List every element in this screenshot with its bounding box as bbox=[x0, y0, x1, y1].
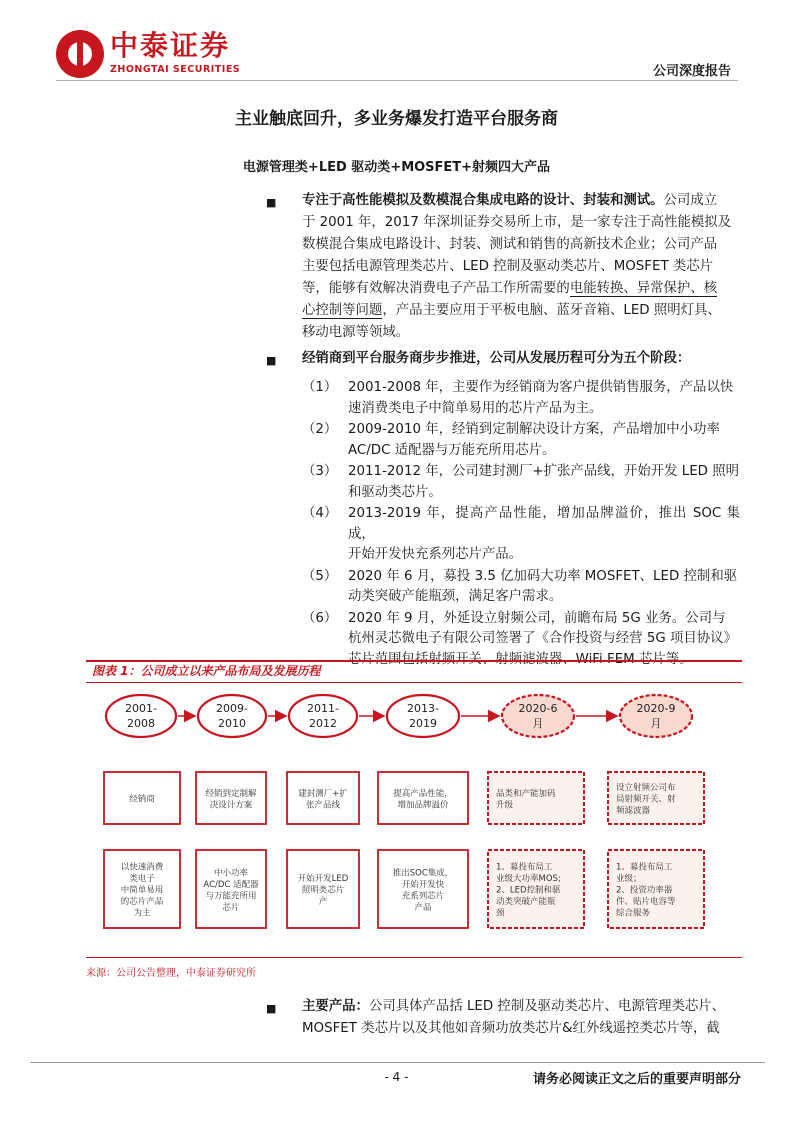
section2-lead: 经销商到平台服务商步步推进，公司从发展历程可分为五个阶段： bbox=[302, 351, 691, 366]
timeline-label: 2011- bbox=[307, 702, 339, 715]
company-logo-mark bbox=[56, 30, 104, 78]
section-subtitle: 电源管理类+LED 驱动类+MOSFET+射频四大产品 bbox=[242, 160, 551, 175]
report-type-label: 公司深度报告 bbox=[652, 64, 731, 79]
milestone-text: 中简单易用 bbox=[120, 885, 164, 896]
milestone-text: 频滤波器 bbox=[616, 806, 651, 816]
milestone-text: 决设计方案 bbox=[209, 800, 253, 811]
milestone-text: 建封测厂+扩 bbox=[298, 788, 348, 799]
timeline-label: 2001- bbox=[125, 702, 157, 715]
timeline-label: 2020-9 bbox=[636, 702, 676, 715]
milestone-text: 推出SOC集成， bbox=[392, 868, 454, 879]
timeline-diagram bbox=[86, 682, 742, 957]
milestone-text: 局射频开关、射 bbox=[616, 794, 676, 805]
milestone-text: 为主 bbox=[133, 908, 151, 919]
stage-text: 2009-2010 年，经销到定制解决设计方案，产品增加中小功率 AC/DC 适配器与万能充所用芯片。 bbox=[348, 422, 720, 458]
stage-item bbox=[302, 504, 740, 566]
milestone-text: 开始开发快 bbox=[401, 879, 445, 890]
figure-title: 图表 1：公司成立以来产品布局及发展历程 bbox=[92, 664, 321, 678]
milestone-text: 1、募投布局工 bbox=[496, 862, 553, 873]
milestone-text: 照明类芯片 bbox=[301, 885, 345, 896]
milestone-text: 设立射频公司布 bbox=[616, 783, 676, 793]
stage-text: 2013-2019 年，提高产品性能，增加品牌溢价，推出 SOC 集成， 开始开发快充系列芯片产品。 bbox=[348, 506, 740, 562]
footer-divider bbox=[30, 1062, 765, 1063]
milestone-text: 提高产品性能， bbox=[393, 788, 453, 799]
milestone-text: 增加品牌溢价 bbox=[397, 800, 449, 811]
figure-frame bbox=[86, 682, 742, 958]
milestone-text: 1、募投布局工 bbox=[616, 862, 673, 873]
stage-number: （2） bbox=[302, 422, 338, 437]
milestone-text: 业级； bbox=[616, 874, 642, 884]
timeline-label: 2019 bbox=[409, 717, 437, 730]
underlined-text: 心控制等问题 bbox=[302, 303, 383, 318]
milestone-text: 2、LED控制和驱 bbox=[496, 885, 561, 896]
timeline-label: 2008 bbox=[127, 717, 155, 730]
page-title: 主业触底回升，多业务爆发打造平台服务商 bbox=[235, 109, 558, 129]
milestone-text: 与万能充所用 bbox=[205, 891, 257, 902]
timeline-label: 2012 bbox=[309, 717, 337, 730]
milestone-text: 芯片 bbox=[222, 902, 240, 913]
milestone-text: 2、投资功率器 bbox=[616, 885, 673, 896]
timeline-label: 月 bbox=[532, 717, 544, 730]
stage-item bbox=[302, 567, 740, 608]
footer-disclaimer: 请务必阅读正文之后的重要声明部分 bbox=[532, 1072, 741, 1087]
milestone-text: 的芯片产品 bbox=[120, 897, 164, 907]
stage-text: 2020 年 9 月，外延设立射频公司，前瞻布局 5G 业务。公司与 杭州灵芯微电子有限公司签署了《合作投资与经营 5G 项目协议》 芯片范围包括射频开关、射频滤波器、WiFi FEM 芯片等。 bbox=[348, 610, 737, 667]
milestone-text: 品类和产能加码 bbox=[496, 788, 556, 799]
milestone-text: AC/DC 适配器 bbox=[203, 879, 259, 890]
stage-text: 2020 年 6 月，募投 3.5 亿加码大功率 MOSFET、LED 控制和驱 动类突破产能瓶颈，满足客户需求。 bbox=[348, 568, 738, 604]
timeline-label: 2010 bbox=[218, 717, 246, 730]
milestone-text: 综合服务 bbox=[616, 908, 651, 919]
milestone-text: 件、贴片电容等 bbox=[616, 897, 676, 907]
milestone-text: 产品 bbox=[414, 902, 432, 913]
company-logo-cn: 中泰证券 bbox=[110, 29, 231, 62]
underlined-text: 电能转换、异常保护、核 bbox=[569, 281, 718, 296]
company-logo-en: ZHONGTAI SECURITIES bbox=[110, 64, 241, 75]
figure-source: 来源：公司公告整理，中泰证券研究所 bbox=[86, 968, 256, 979]
bullet-icon: ■ bbox=[266, 354, 277, 367]
timeline-label: 月 bbox=[650, 717, 662, 730]
stage-item bbox=[302, 462, 740, 503]
header-divider bbox=[56, 80, 738, 81]
stage-item bbox=[302, 420, 740, 461]
stage-number: （3） bbox=[302, 464, 338, 479]
stage-number: （1） bbox=[302, 380, 338, 395]
stage-number: （4） bbox=[302, 506, 338, 521]
milestone-text: 以快速消费 bbox=[120, 862, 164, 873]
timeline-label: 2009- bbox=[216, 702, 248, 715]
stage-item bbox=[302, 378, 740, 419]
milestone-text: 经销到定制解 bbox=[205, 788, 257, 799]
bullet-icon: ■ bbox=[266, 196, 277, 209]
milestone-text: 升级 bbox=[496, 800, 514, 811]
milestone-text: 颈 bbox=[496, 908, 505, 919]
stages-list bbox=[302, 378, 740, 671]
stage-text: 2011-2012 年，公司建封测厂+扩张产品线，开始开发 LED 照明 和驱动类芯片。 bbox=[348, 464, 740, 500]
section1-lead: 专注于高性能模拟及数模混合集成电路的设计、封装和测试。 bbox=[302, 193, 664, 208]
milestone-text: 动类突破产能瓶 bbox=[496, 897, 556, 907]
bullet-icon: ■ bbox=[266, 1002, 277, 1015]
milestone-text: 张产品线 bbox=[305, 800, 341, 811]
page-number: - 4 - bbox=[384, 1070, 409, 1084]
milestone-text: 类电子 bbox=[129, 874, 155, 884]
milestone-text: 充系列芯片 bbox=[401, 891, 445, 902]
section1-paragraph: 专注于高性能模拟及数模混合集成电路的设计、封装和测试。公司成立 于 2001 年，2017 年深圳证券交易所上市，是一家专注于高性能模拟及 数模混合集成电路设计、封装、测试和销售的高新技术企业；公司产品 主要包括电源管理类芯片、LED 控制及驱动类芯片、MOSFET 类芯片 等，能够有效解决消费电子产品工作所需要的电能转换、异常保护、核 心控制等问题，产品主要应用于平板电脑、蓝牙音箱、LED 照明灯具、 移动电源等领域。 bbox=[302, 193, 732, 340]
milestone-text: 经销商 bbox=[129, 794, 155, 805]
milestone-text: 业级大功率MOS; bbox=[496, 874, 561, 884]
milestone-text: 产 bbox=[318, 897, 328, 907]
milestone-text: 中小功率 bbox=[213, 868, 249, 879]
stage-number: （6） bbox=[302, 610, 338, 626]
stage-text: 2001-2008 年，主要作为经销商为客户提供销售服务，产品以快 速消费类电子中简单易用的芯片产品为主。 bbox=[348, 380, 734, 416]
section3-paragraph: 主要产品：公司具体产品括 LED 控制及驱动类芯片、电源管理类芯片、 MOSFET 类芯片以及其他如音频功放类芯片&红外线遥控类芯片等，截 bbox=[302, 999, 726, 1036]
milestone-text: 开始开发LED bbox=[297, 874, 349, 884]
timeline-label: 2020-6 bbox=[518, 702, 558, 715]
stage-number: （5） bbox=[302, 568, 338, 584]
timeline-label: 2013- bbox=[407, 702, 439, 715]
